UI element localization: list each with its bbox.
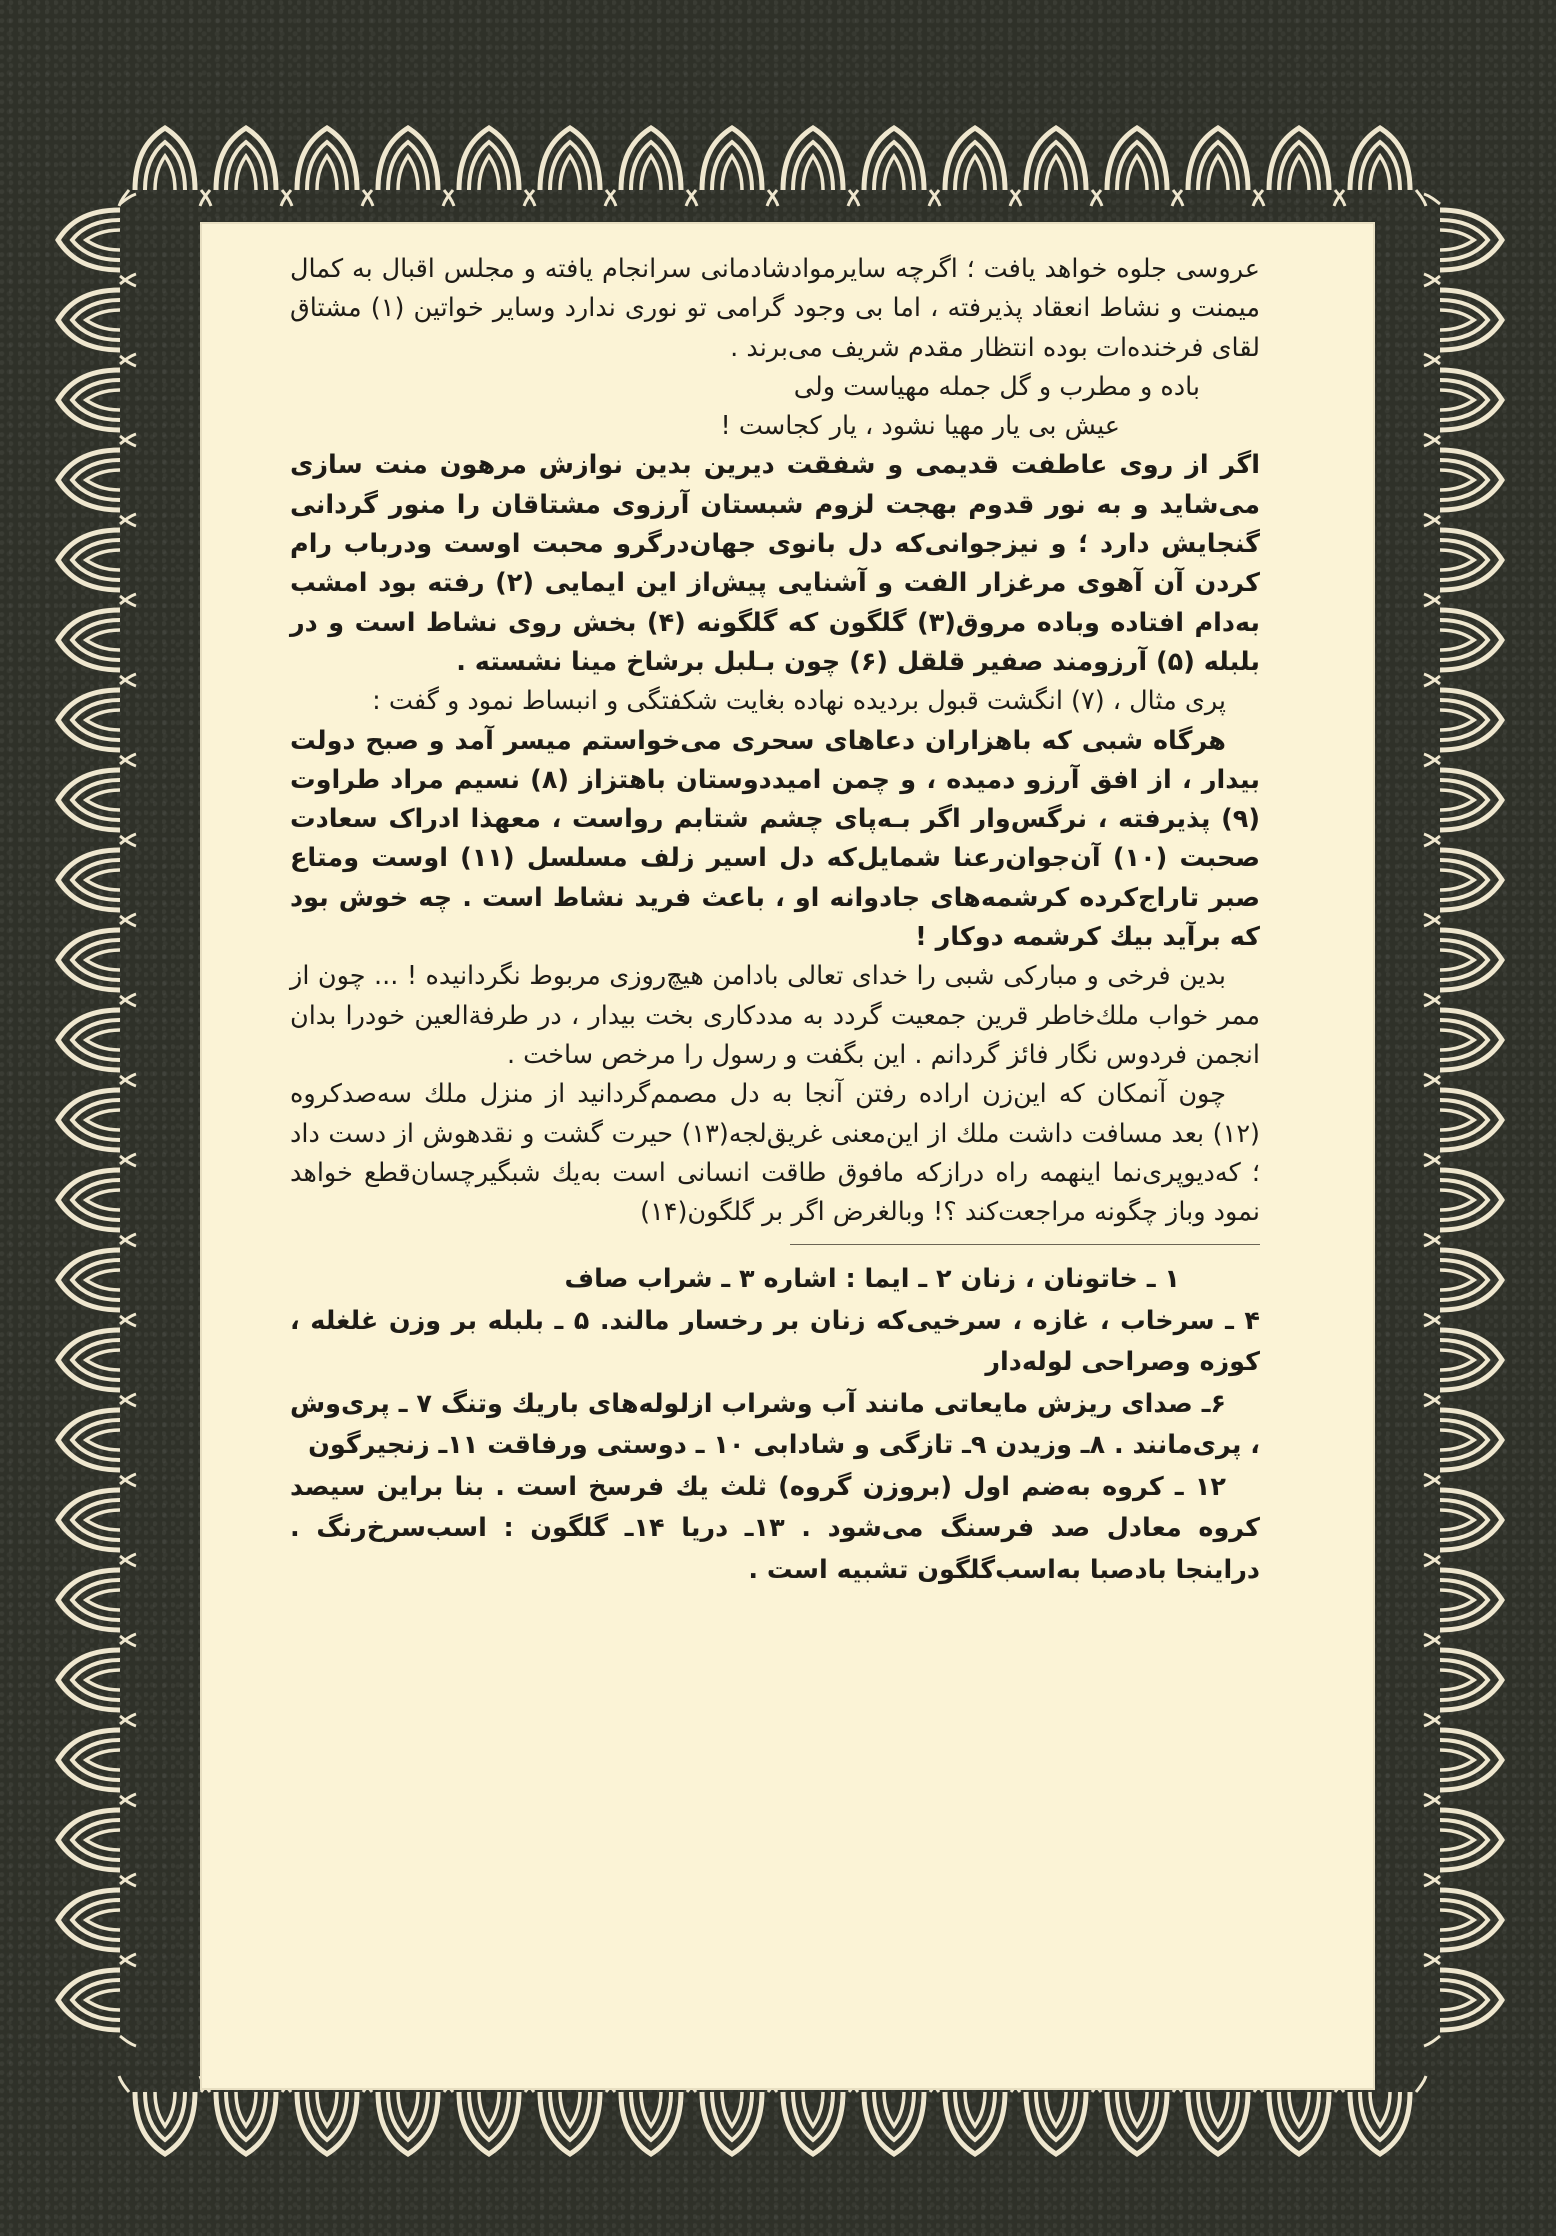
footnote-line-3: ۶ـ صدای ریزش مایعاتی مانند آب وشراب ازلوله‌های باریك وتنگ ۷ ـ پری‌وش ، پری‌مانند . ۸ـ وزیدن ۹ـ تازگی و شادابی ۱۰ ـ دوستی ورفاقت ۱۱ـ زنجیرگون <box>290 1388 1260 1461</box>
footnotes <box>290 1259 1260 1591</box>
tulip-arch-border-icon-right <box>1424 354 1502 446</box>
paragraph-night: بدین فرخی و مبارکی شبی را خدای تعالی بادامن هیچ‌روزی مربوط نگردانیده ! ... چون از ممر خواب ملك‌خاطر قرین جمعیت گردد به مددکاری بخت بیدار ، در طرفةالعین خودرا بدان انجمن فردوس نگار فائز گردانم . این بگفت و رسول را مرخص ساخت . <box>290 961 1260 1070</box>
tulip-arch-border-icon-top <box>524 128 616 206</box>
tulip-arch-border-icon-left <box>58 1794 136 1886</box>
tulip-arch-border-icon-left <box>58 1554 136 1646</box>
tulip-arch-border-icon-right <box>1424 754 1502 846</box>
tulip-arch-border-icon-left <box>58 914 136 1006</box>
tulip-arch-border-icon-right <box>1424 914 1502 1006</box>
document-text <box>290 250 1260 1591</box>
footnote-line-4: ۱۲ ـ کروه به‌ضم اول (بروزن گروه) ثلث یك فرسخ است . بنا براین سیصد کروه معادل صد فرسنگ می‌شود . ۱۳ـ دریا ۱۴ـ گلگون : اسب‌سرخ‌رنگ . دراینجا بادصبا به‌اسب‌گلگون تشبیه است . <box>290 1471 1260 1585</box>
verse-line-1: باده و مطرب و گل جمله مهیاست ولی <box>793 371 1200 402</box>
tulip-arch-border-icon-left <box>58 1154 136 1246</box>
tulip-arch-border-icon-top <box>281 128 373 206</box>
tulip-arch-border-icon-top <box>929 128 1021 206</box>
verse-line-2: عیش بی یار مهیا نشود ، یار کجاست ! <box>720 411 1120 442</box>
tulip-arch-border-icon-left <box>58 1394 136 1486</box>
tulip-arch-border-icon-right <box>1424 674 1502 766</box>
tulip-arch-border-icon-right <box>1424 594 1502 686</box>
tulip-arch-border-icon-right <box>1424 1394 1502 1486</box>
tulip-arch-border-icon-right <box>1424 1554 1502 1646</box>
tulip-arch-border-icon-right <box>1424 1314 1502 1406</box>
tulip-arch-border-icon-right <box>1424 994 1502 1086</box>
tulip-arch-border-icon-left <box>58 434 136 526</box>
tulip-arch-border-icon-right <box>1424 274 1502 366</box>
paragraph-reply-intro: پری مثال ، (۷) انگشت قبول بردیده نهاده بغایت شکفتگی و انبساط نمود و گفت : <box>372 686 1226 717</box>
tulip-arch-border-icon-left <box>58 754 136 846</box>
tulip-arch-border-icon-right <box>1424 194 1502 286</box>
tulip-arch-border-icon-left <box>58 594 136 686</box>
tulip-arch-border-icon-right <box>1424 434 1502 526</box>
footnote-line-1: ۱ ـ خاتونان ، زنان ۲ ـ ایما : اشاره ۳ ـ شراب صاف <box>564 1264 1180 1295</box>
tulip-arch-border-icon-left <box>58 354 136 446</box>
tulip-arch-border-icon-top <box>200 128 292 206</box>
tulip-arch-border-icon-left <box>58 274 136 366</box>
tulip-arch-border-icon-left <box>58 1314 136 1406</box>
paragraph-invitation: اگر از روی عاطفت قدیمی و شفقت دیرین بدین نوازش مرهون منت سازی می‌شاید و به نور قدوم بهجت لزوم شبستان آرزوی مشتاقان را منور گردانی گنجایش دارد ؛ و نیزجوانی‌که دل بانوی جهان‌درگرو محبت اوست ودرباب رام کردن آن آهوی مرغزار الفت و آشنایی پیش‌از این ایمایی (۲) رفته بود امشب به‌دام افتاده وباده مروق(۳) گلگون که گلگونه (۴) بخش روی نشاط است و در بلبله (۵) آرزومند صفیر قلقل (۶) چون بـلبل برشاخ مینا نشسته . <box>290 450 1260 677</box>
tulip-arch-border-icon-top <box>1010 128 1102 206</box>
tulip-arch-border-icon-top <box>686 128 778 206</box>
tulip-arch-border-icon-right <box>1424 1874 1502 1966</box>
tulip-arch-border-icon-right <box>1424 514 1502 606</box>
tulip-arch-border-icon-right <box>1424 834 1502 926</box>
tulip-arch-border-icon-top <box>1253 128 1345 206</box>
tulip-arch-border-icon-top <box>1172 128 1264 206</box>
tulip-arch-border-icon-top <box>1334 128 1426 206</box>
tulip-arch-border-icon-right <box>1424 1714 1502 1806</box>
paragraph-journey: چون آنمکان که این‌زن اراده رفتن آنجا به دل مصمم‌گردانید از منزل ملك سه‌صدکروه (۱۲) بعد مسافت داشت ملك از این‌معنی غریق‌لجه(۱۳) حیرت گشت و نقدهوش از دست داد ؛ که‌دیوپری‌نما اینهمه راه درازکه مافوق طاقت انسانی است به‌یك شبگیرچسان‌قطع خواهد نمود وباز چگونه مراجعت‌کند ؟! وبالغرض اگر بر گلگون(۱۴) <box>290 1079 1260 1228</box>
footnote-divider <box>790 1244 1260 1245</box>
tulip-arch-border-icon-left <box>58 1474 136 1566</box>
tulip-arch-border-icon-left <box>58 1634 136 1726</box>
tulip-arch-border-icon-left <box>58 1714 136 1806</box>
tulip-arch-border-icon-top <box>362 128 454 206</box>
tulip-arch-border-icon-right <box>1424 1634 1502 1726</box>
tulip-arch-border-icon-top <box>848 128 940 206</box>
paragraph-opening: عروسی جلوه خواهد یافت ؛ اگرچه سایرموادشادمانی سرانجام یافته و مجلس اقبال به کمال میمنت و نشاط انعقاد پذیرفته ، اما بی وجود گرامی تو نوری ندارد وسایر خواتین (۱) مشتاق لقای فرخنده‌ات بوده انتظار مقدم شریف می‌برند . <box>290 254 1261 363</box>
tulip-arch-border-icon-right <box>1424 1154 1502 1246</box>
tulip-arch-border-icon-bottom <box>119 2076 211 2154</box>
tulip-arch-border-icon-left <box>58 1074 136 1166</box>
tulip-arch-border-icon-top <box>605 128 697 206</box>
tulip-arch-border-icon-left <box>58 674 136 766</box>
paragraph-reply: هرگاه شبی که باهزاران دعاهای سحری می‌خواستم میسر آمد و صبح دولت بیدار ، از افق آرزو دمیده ، و چمن امیددوستان باهتزاز (۸) نسیم مراد طراوت (۹) پذیرفته ، نرگس‌وار اگر بـه‌پای چشم شتابم رواست ، معهذا ادراک سعادت صحبت (۱۰) آن‌جوان‌رعنا شمایل‌که دل اسیر زلف مسلسل (۱۱) اوست ومتاع صبر تاراج‌کرده کرشمه‌های جادوانه او ، باعث فرید نشاط است . چه خوش بود که برآید بیك کرشمه دوکار ! <box>290 725 1261 953</box>
tulip-arch-border-icon-right <box>1424 1234 1502 1326</box>
footnote-line-2: ۴ ـ سرخاب ، غازه ، سرخیی‌که زنان بر رخسار مالند. ۵ ـ بلبله بر وزن غلغله ، کوزه وصراحی لوله‌دار <box>290 1305 1260 1378</box>
tulip-arch-border-icon-left <box>58 514 136 606</box>
tulip-arch-border-icon-left <box>58 834 136 926</box>
tulip-arch-border-icon-right <box>1424 1474 1502 1566</box>
tulip-arch-border-icon-right <box>1424 1074 1502 1166</box>
tulip-arch-border-icon-left <box>58 994 136 1086</box>
tulip-arch-border-icon-top <box>443 128 535 206</box>
tulip-arch-border-icon-left <box>58 1954 136 2046</box>
tulip-arch-border-icon-right <box>1424 1954 1502 2046</box>
tulip-arch-border-icon-left <box>58 1234 136 1326</box>
tulip-arch-border-icon-top <box>1091 128 1183 206</box>
tulip-arch-border-icon-top <box>767 128 859 206</box>
tulip-arch-border-icon-right <box>1424 1794 1502 1886</box>
tulip-arch-border-icon-left <box>58 194 136 286</box>
tulip-arch-border-icon-left <box>58 1874 136 1966</box>
